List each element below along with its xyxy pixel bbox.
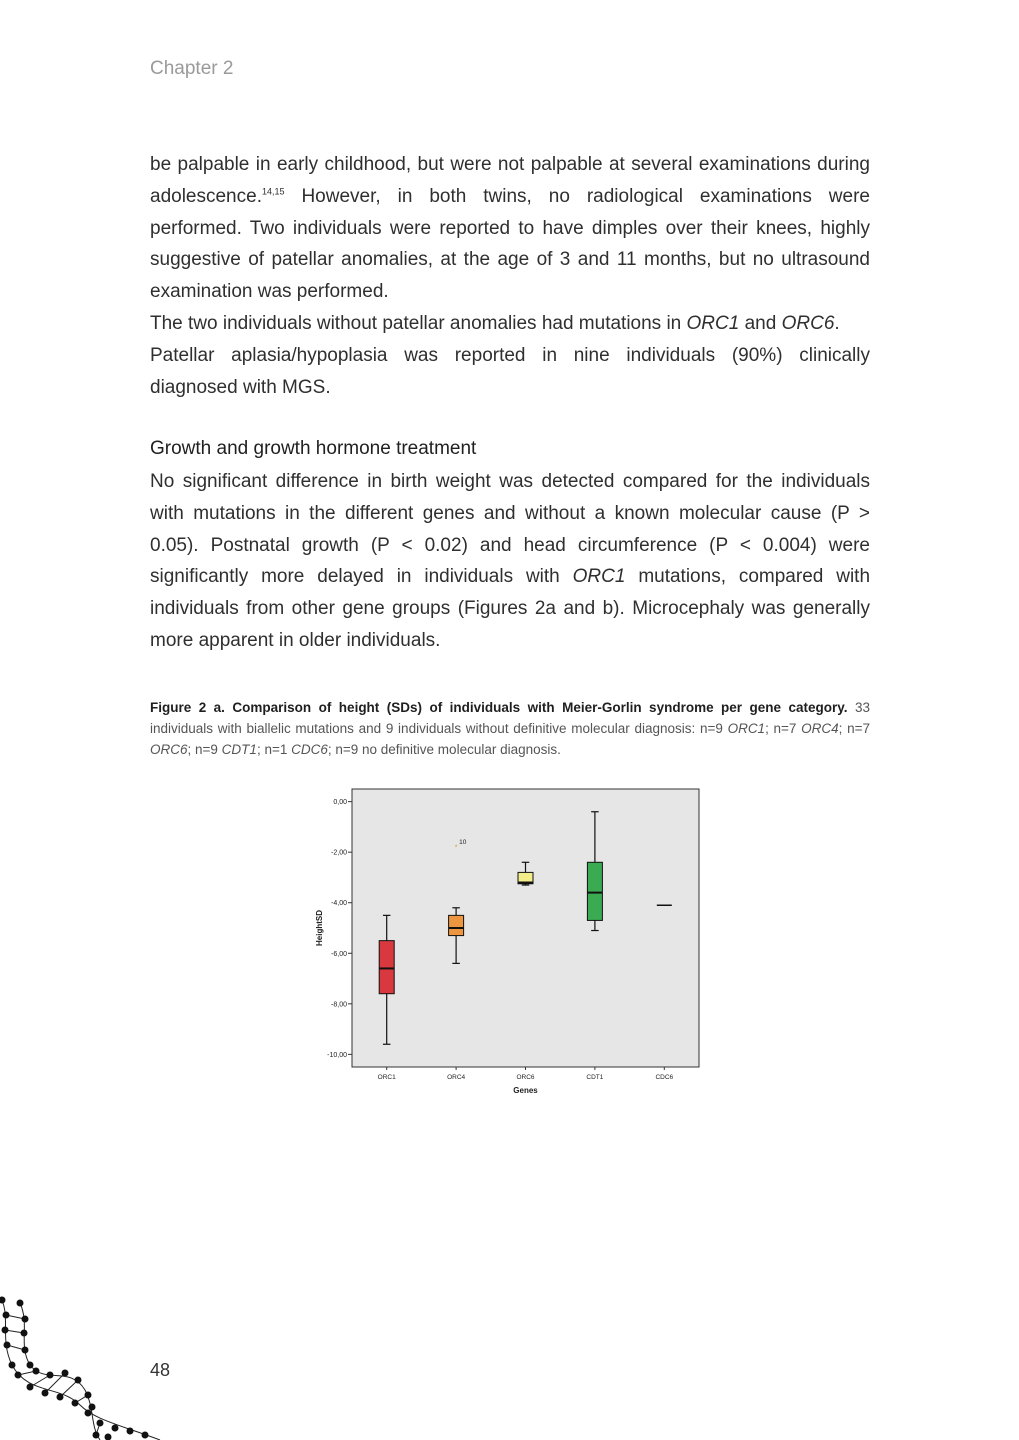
boxplot-chart xyxy=(305,785,715,1105)
box-cdt1 xyxy=(587,862,602,920)
dna-helix-decoration xyxy=(0,1295,170,1440)
paragraph-1: be palpable in early childhood, but were not palpable at several examinations during adolescence.$^{14,15}$ However, in both twins, no radiological examinations were performed. Two individuals were reported to have dimples over their knees, highly suggestive of patellar anomalies, at the age of 3 and 11 months, but no ultrasound examination was performed. xyxy=(150,154,870,303)
plot-area xyxy=(352,789,699,1067)
caption-title: Figure 2 a. Comparison of height (SDs) of individuals with Meier-Gorlin syndrome per gene category. xyxy=(150,700,848,715)
x-tick-label: CDC6 xyxy=(655,1074,674,1081)
x-tick-label: ORC6 xyxy=(516,1074,535,1081)
section-heading: Growth and growth hormone treatment xyxy=(150,438,477,459)
x-tick-label: ORC4 xyxy=(447,1074,466,1081)
paragraph-4: No significant difference in birth weight was detected compared for the individuals with mutations in the different genes and without a known molecular cause (P > 0.05). Postnatal growth (P < 0.02) and head circumference (P < 0.004) were significantly more delayed in individuals with ORC1 mutations, compared with individuals from other gene groups (Figures 2a and b). Microcephaly was generally more apparent in older individuals. xyxy=(150,471,871,651)
y-tick-label: -8,00 xyxy=(331,1001,347,1009)
y-tick-label: -4,00 xyxy=(331,900,347,908)
paragraph-3: Patellar aplasia/hypoplasia was reported in nine individuals (90%) clinically diagnosed with MGS. xyxy=(150,344,870,398)
outlier-label: 10 xyxy=(459,839,467,847)
y-tick-label: -6,00 xyxy=(331,950,347,958)
x-axis-label: Genes xyxy=(513,1086,538,1095)
y-axis-label: HeightSD xyxy=(315,910,324,946)
figure-caption: Figure 2 a. Comparison of height (SDs) of individuals with Meier-Gorlin syndrome per gene category. 33 individuals with biallelic mutations and 9 individuals without definitive molecular diagnosis: n=9 ORC1; n=7 ORC4; n=7 ORC6; n=9 CDT1; n=1 CDC6; n=9 no definitive molecular diagnosis. xyxy=(150,700,870,757)
body-text-growth xyxy=(150,466,870,657)
reference-superscript: 14,15 xyxy=(261,186,285,197)
outlier-point: * xyxy=(454,844,458,852)
x-tick-label: CDT1 xyxy=(586,1074,604,1081)
chapter-header: Chapter 2 xyxy=(150,58,234,79)
y-tick-label: -10,00 xyxy=(327,1051,347,1059)
paragraph-2: The two individuals without patellar anomalies had mutations in ORC1 and ORC6. xyxy=(150,312,840,334)
box-orc4 xyxy=(449,915,464,935)
body-text-top xyxy=(150,149,870,403)
y-tick-label: 0,00 xyxy=(333,799,347,807)
y-tick-label: -2,00 xyxy=(331,849,347,857)
boxplot-figure xyxy=(305,785,715,1105)
box-orc1 xyxy=(379,941,394,994)
page-number: 48 xyxy=(150,1360,171,1380)
x-tick-label: ORC1 xyxy=(377,1074,396,1081)
